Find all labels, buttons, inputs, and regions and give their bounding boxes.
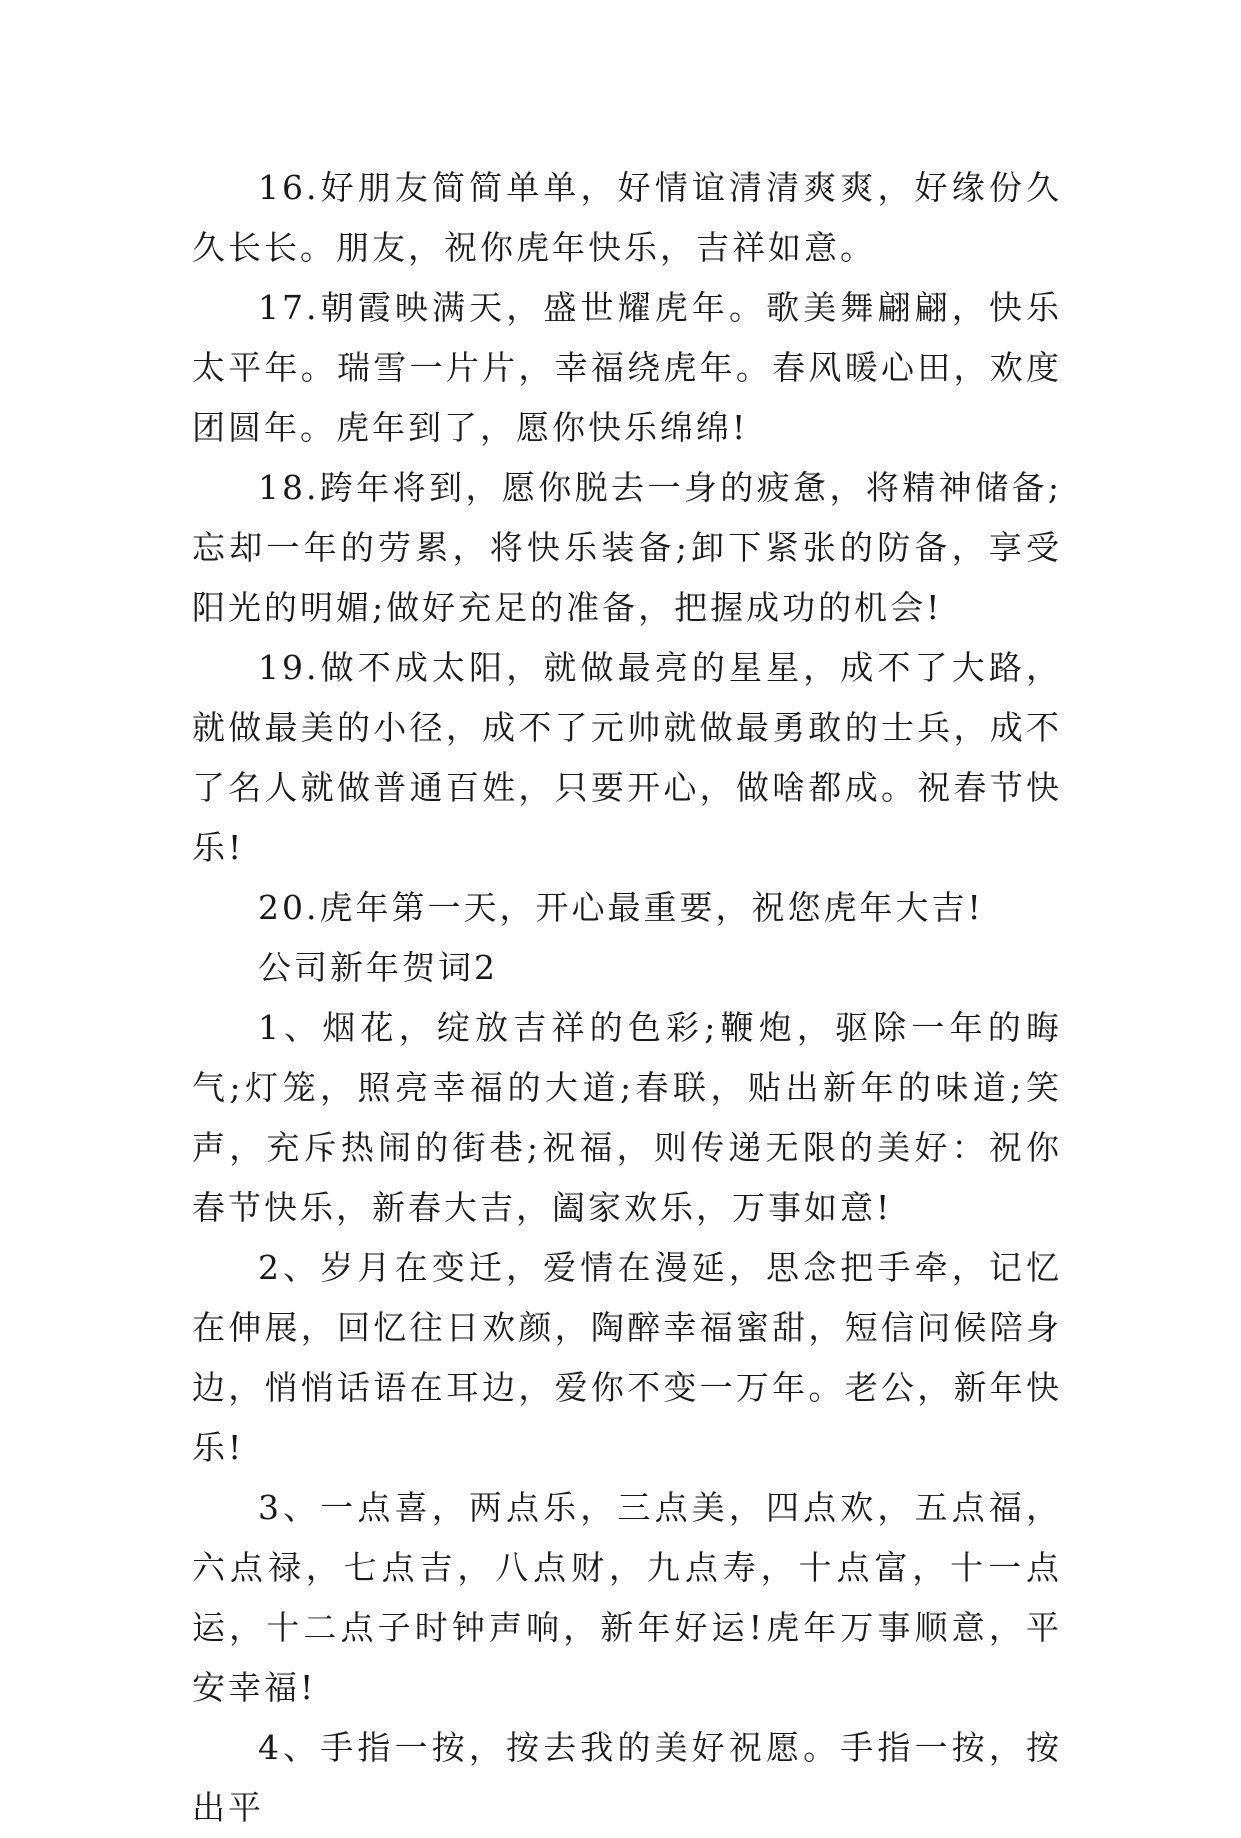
paragraph-17: 17.朝霞映满天，盛世耀虎年。歌美舞翩翩，快乐太平年。瑞雪一片片，幸福绕虎年。春风暖心田，欢度团圆年。虎年到了，愿你快乐绵绵!: [192, 288, 1062, 447]
paragraph-2: 2、岁月在变迁，爱情在漫延，思念把手牵，记忆在伸展，回忆往日欢颜，陶醉幸福蜜甜，短信问候陪身边，悄悄话语在耳边，爱你不变一万年。老公，新年快乐!: [192, 1248, 1062, 1467]
paragraph-19: 19.做不成太阳，就做最亮的星星，成不了大路，就做最美的小径，成不了元帅就做最勇敢的士兵，成不了名人就做普通百姓，只要开心，做啥都成。祝春节快乐!: [192, 648, 1062, 867]
paragraph-20: 20.虎年第一天，开心最重要，祝您虎年大吉!: [258, 888, 984, 927]
paragraph-1: 1、烟花，绽放吉祥的色彩;鞭炮，驱除一年的晦气;灯笼，照亮幸福的大道;春联，贴出新年的味道;笑声，充斥热闹的街巷;祝福，则传递无限的美好：祝你春节快乐，新春大吉，阖家欢乐，万事如意!: [192, 1008, 1062, 1227]
paragraph-18: 18.跨年将到，愿你脱去一身的疲惫，将精神储备;忘却一年的劳累，将快乐装备;卸下紧张的防备，享受阳光的明媚;做好充足的准备，把握成功的机会!: [192, 468, 1062, 627]
paragraph-4: 4、手指一按，按去我的美好祝愿。手指一按，按出平: [192, 1728, 1062, 1827]
paragraph-3: 3、一点喜，两点乐，三点美，四点欢，五点福，六点禄，七点吉，八点财，九点寿，十点富，十一点运，十二点子时钟声响，新年好运!虎年万事顺意，平安幸福!: [192, 1488, 1062, 1707]
section-heading: 公司新年贺词2: [258, 948, 498, 987]
paragraph-16: 16.好朋友简简单单，好情谊清清爽爽，好缘份久久长长。朋友，祝你虎年快乐，吉祥如意。: [192, 168, 1062, 267]
document-body: [192, 158, 1062, 1838]
